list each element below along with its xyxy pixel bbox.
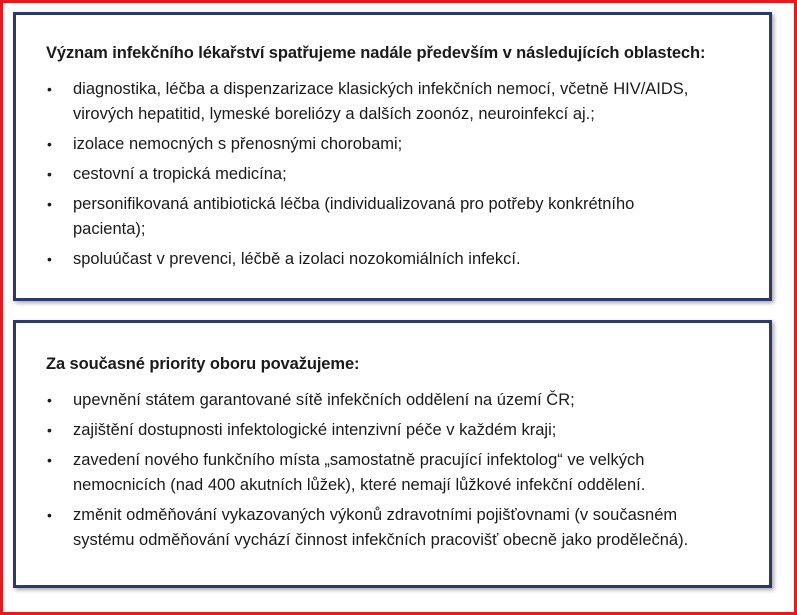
list-item [46,448,688,498]
list-item-text: nemocnicích (nad 400 akutních lůžek), které nemají lůžkové infekční oddělení. [73,476,646,494]
list-item [46,77,688,127]
list-item-text: virových hepatitid, lymeské boreliózy a dalších zoonóz, neuroinfekcí aj.; [73,105,595,123]
bullet-icon: • [47,136,52,152]
list-item [46,418,688,443]
list-item-text: cestovní a tropická medicína; [73,165,287,183]
bullet-icon: • [47,422,52,438]
bullet-icon: • [47,507,52,523]
bullet-icon: • [47,196,52,212]
bullet-icon: • [47,81,52,97]
list-item-text: zavedení nového funkčního místa „samostatně pracující infektolog“ ve velkých [73,451,645,469]
bullet-icon: • [47,392,52,408]
list-item-text: změnit odměňování vykazovaných výkonů zdravotními pojišťovnami (v současném [73,506,678,524]
list-item-text: upevnění státem garantované sítě infekčních oddělení na území ČR; [73,391,575,409]
list-item [46,132,688,157]
section-heading: Význam infekčního lékařství spatřujeme nadále především v následujících oblastech: [46,44,706,62]
list-item-text: pacienta); [73,220,146,238]
bullet-icon: • [47,452,52,468]
section-heading: Za současné priority oboru považujeme: [46,355,360,373]
bullet-icon: • [47,166,52,182]
list-item-text: diagnostika, léčba a dispenzarizace klasických infekčních nemocí, včetně HIV/AIDS, [73,80,689,98]
list-item [46,247,688,272]
list-item-text: systému odměňování vychází činnost infekčních pracovišť obecně jako prodělečná). [73,531,689,549]
list-item-text: izolace nemocných s přenosnými chorobami; [73,135,403,153]
list-item [46,192,688,242]
section-box-priorities [13,320,772,588]
bullet-list [46,77,688,277]
list-item [46,388,688,413]
section-box-importance [13,12,772,301]
list-item-text: zajištění dostupnosti infektologické intenzivní péče v každém kraji; [73,421,557,439]
list-item [46,503,688,553]
bullet-icon: • [47,251,52,267]
list-item [46,162,688,187]
list-item-text: personifikovaná antibiotická léčba (individualizovaná pro potřeby konkrétního [73,195,635,213]
bullet-list [46,388,688,558]
list-item-text: spoluúčast v prevenci, léčbě a izolaci nozokomiálních infekcí. [73,250,521,268]
